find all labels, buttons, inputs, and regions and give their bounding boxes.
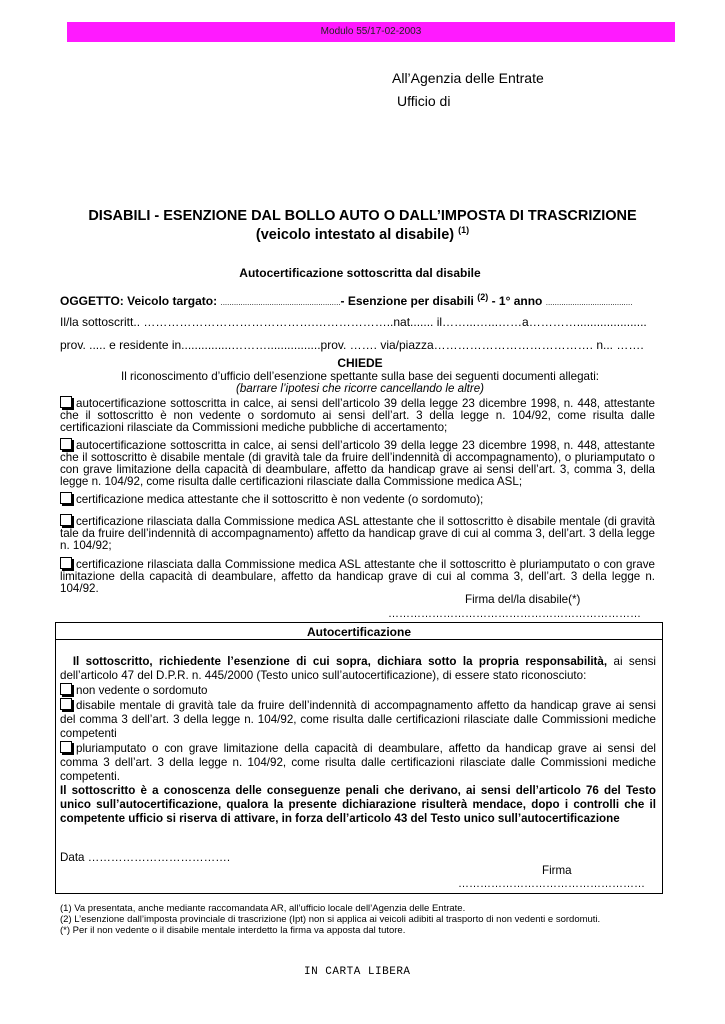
option-4-text: certificazione rilasciata dalla Commissione medica ASL attestante che il sottoscritto è disabile mentale (di gravità tale da fruire dell’indennità di accompagnamento) affetto da handicap grave di cui al comma 3, dell’art. 3 della legge n. 104/92; <box>60 515 655 552</box>
disabled-signature-field[interactable]: …………………………………………………………… <box>388 608 641 620</box>
box-item-3 <box>60 741 656 784</box>
oggetto-mid: - Esenzione per disabili <box>340 294 474 308</box>
option-3-text: certificazione medica attestante che il sottoscritto è non vedente (o sordomuto); <box>76 493 484 506</box>
intro-instructions: (barrare l’ipotesi che ricorre cancellando le altre) <box>235 382 485 395</box>
box-item-1-checkbox[interactable] <box>60 683 72 695</box>
declaration-bold: Il sottoscritto, richiedente l’esenzione di cui sopra, dichiara sotto la propria responsabilità, <box>72 655 608 668</box>
box-item-2 <box>60 698 656 741</box>
box-title: Autocertificazione <box>306 625 411 639</box>
option-5 <box>60 557 655 595</box>
option-5-checkbox[interactable] <box>60 557 72 569</box>
box-body <box>60 655 656 826</box>
chiede-heading: CHIEDE <box>337 356 383 370</box>
option-3-checkbox[interactable] <box>60 492 72 504</box>
box-item-2-text: disabile mentale di gravità tale da fruire dell’indennità di accompagnamento affetto da handicap grave ai sensi del comma 3 dell’art. 3 della legge n. 104/92, come risulta dalle certificazioni rilasciate dalle Commissioni mediche competenti <box>60 699 656 740</box>
self-certification-box <box>55 622 663 894</box>
signer-name-line[interactable]: Il/la sottoscritt.. …………………………………….………………..nat....... il……...…...……a…………..................... <box>60 315 647 329</box>
box-item-1-text: non vedente o sordomuto <box>76 684 208 697</box>
oggetto-after: - 1° anno <box>491 294 543 308</box>
footnote-ref-2: (2) <box>477 292 489 302</box>
box-divider <box>56 639 662 640</box>
section-heading: Autocertificazione sottoscritta dal disabile <box>239 266 481 280</box>
box-item-3-text: pluriamputato o con grave limitazione della capacità di deambulare, affetto da handicap grave ai sensi del comma 3 dell’art. 3 della legge n. 104/92, come risulta dalle certificazioni rilasciate dalle Commissioni mediche competenti. <box>60 742 656 783</box>
form-code: Modulo 55/17-02-2003 <box>320 26 422 37</box>
box-item-1 <box>60 683 656 698</box>
recipient-line-1: All’Agenzia delle Entrate <box>392 70 544 86</box>
box-item-3-checkbox[interactable] <box>60 741 72 753</box>
recipient-line-2: Ufficio di <box>397 93 451 109</box>
disabled-signature-label: Firma del/la disabile(*) <box>465 593 581 606</box>
option-5-text: certificazione rilasciata dalla Commissione medica ASL attestante che il sottoscritto è pluriamputato o con grave limitazione della capacità di deambulare, affetto da handicap grave di cui al comma 3, dell’art. 3 della legge n. 104/92. <box>60 558 655 595</box>
option-1-text: autocertificazione sottoscritta in calce, ai sensi dell’articolo 39 della legge 23 dicembre 1998, n. 448, attestante che il sottoscritto è non vedente o sordomuto ai sensi dell’art. 3 della legge n. 104/92, come risulta dalle certificazioni rilasciate da Commissioni mediche pubbliche di accertamento; <box>60 397 655 434</box>
oggetto-line <box>60 292 660 308</box>
footnote-2: (2) L’esenzione dall’imposta provinciale di trascrizione (Ipt) non si applica ai veicoli adibiti al trasporto di non vedenti e sordomuti. <box>60 914 601 925</box>
paper-type-note: IN CARTA LIBERA <box>304 966 411 978</box>
footnote-3: (*) Per il non vedente o il disabile mentale interdetto la firma va apposta dal tutore. <box>60 925 406 936</box>
footnote-ref-1: (1) <box>458 225 470 235</box>
option-2-checkbox[interactable] <box>60 438 72 450</box>
declaration-rest: ai sensi dell’articolo 47 del D.P.R. n. 445/2000 (Testo unico sull’autocertificazione), di essere stato riconosciuto: <box>60 655 656 682</box>
document-subtitle <box>40 225 685 243</box>
title-line-2: (veicolo intestato al disabile) <box>255 226 455 243</box>
oggetto-label: OGGETTO: Veicolo targato: <box>60 294 218 308</box>
year-field[interactable]: ....................................... <box>545 298 633 307</box>
date-field[interactable]: Data ………………………………. <box>60 851 231 864</box>
box-item-2-checkbox[interactable] <box>60 698 72 710</box>
penal-warning: Il sottoscritto è a conoscenza delle conseguenze penali che derivano, ai sensi dell’articolo 76 del Testo unico sull’autocertificazione, qualora la presente dichiarazione risulterà mendace, dopo i controlli che il competente ufficio si riserva di attivare, in forza dell’articolo 43 del Testo unico sull’autocertificazione <box>60 784 656 825</box>
option-3 <box>60 492 655 506</box>
declaration-paragraph <box>60 655 656 683</box>
option-2-text: autocertificazione sottoscritta in calce, ai sensi dell’articolo 39 della legge 23 dicembre 1998, n. 448, attestante che il sottoscritto è disabile mentale (di gravità tale da fruire dell’indennità di accompagnamento), o pluriamputato o con grave limitazione della capacità di deambulare, affetto da handicap grave ai sensi dell’art. 3, comma 3, della legge n. 104/92, come risulta dalle certificazioni rilasciate dalla Commissione medica ASL; <box>60 439 655 488</box>
footnote-1: (1) Va presentata, anche mediante raccomandata AR, all’ufficio locale dell’Agenzia delle Entrate. <box>60 903 466 914</box>
header-banner <box>67 22 675 42</box>
option-4 <box>60 514 655 552</box>
option-1-checkbox[interactable] <box>60 396 72 408</box>
option-4-checkbox[interactable] <box>60 514 72 526</box>
box-signature-label: Firma <box>542 864 572 877</box>
residence-line[interactable]: prov. ..... e residente in...............………................prov. ……. via/piazza…………………………………. n... ……. <box>60 338 644 352</box>
document-title: DISABILI - ESENZIONE DAL BOLLO AUTO O DALL’IMPOSTA DI TRASCRIZIONE <box>88 208 637 224</box>
option-2 <box>60 438 655 488</box>
box-signature-field[interactable]: …………………………………………… <box>458 878 645 890</box>
intro-text: Il riconoscimento d’ufficio dell’esenzione spettante sulla base dei seguenti documenti allegati: <box>121 370 599 383</box>
plate-field[interactable]: ...................................................... <box>220 298 341 307</box>
option-1 <box>60 396 655 434</box>
